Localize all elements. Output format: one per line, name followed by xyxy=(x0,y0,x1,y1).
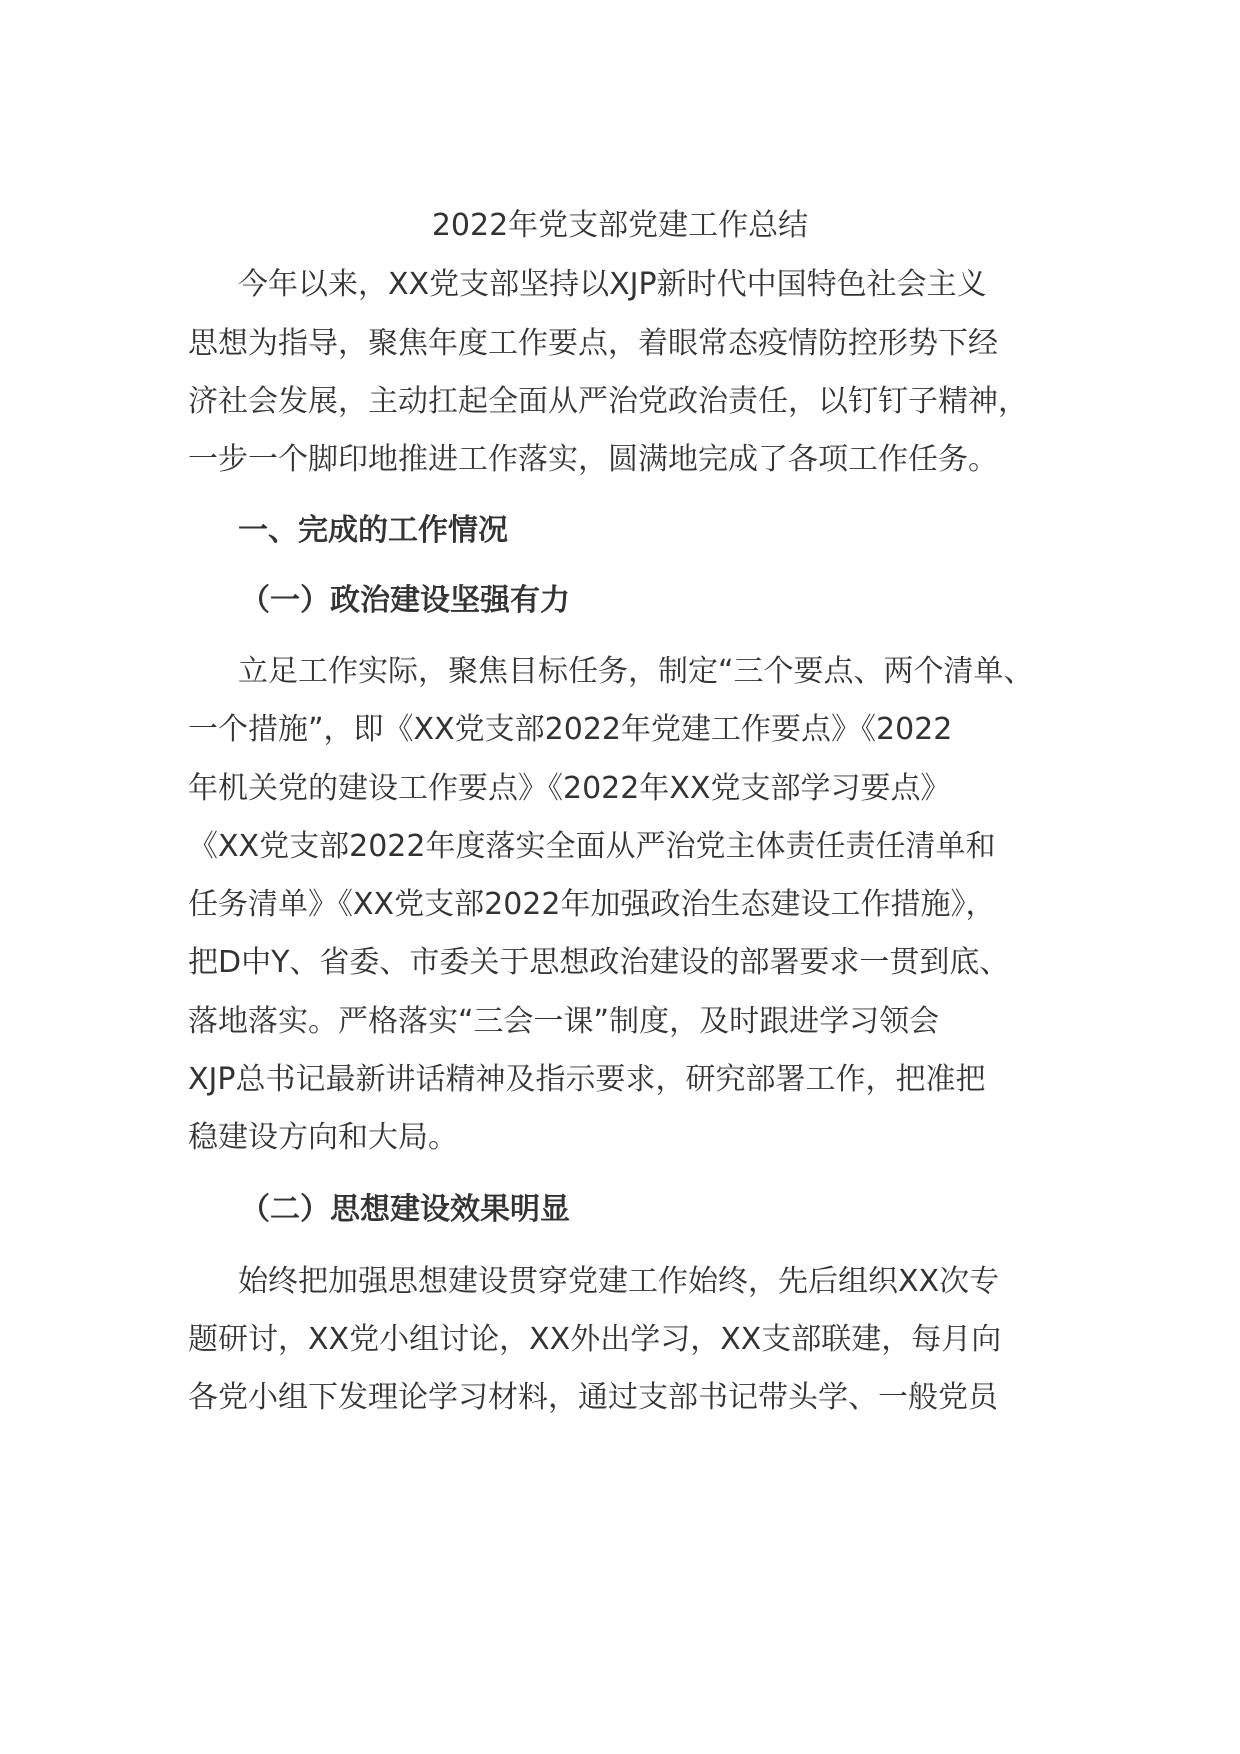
paragraph-line: 各党小组下发理论学习材料，通过支部书记带头学、一般党员 xyxy=(188,1380,998,1415)
paragraph-line: 把D中Y、省委、市委关于思想政治建设的部署要求一贯到底、 xyxy=(188,945,1010,980)
paragraph-line: 立足工作实际，聚焦目标任务，制定“三个要点、两个清单、 xyxy=(238,654,1034,689)
paragraph-line: 任务清单》《XX党支部2022年加强政治生态建设工作措施》， xyxy=(188,887,996,922)
paragraph-line: 今年以来，XX党支部坚持以XJP新时代中国特色社会主义 xyxy=(238,267,987,302)
paragraph-line: 落地落实。严格落实“三会一课”制度，及时跟进学习领会 xyxy=(188,1004,940,1039)
paragraph-line: XJP总书记最新讲话精神及指示要求，研究部署工作，把准把 xyxy=(188,1062,986,1097)
paragraph-line: 题研讨，XX党小组讨论，XX外出学习，XX支部联建，每月向 xyxy=(188,1322,1002,1357)
section-heading: 一、完成的工作情况 xyxy=(238,513,508,548)
paragraph-line: 一个措施”，即《XX党支部2022年党建工作要点》《2022 xyxy=(188,712,953,747)
paragraph-line: 济社会发展，主动扛起全面从严治党政治责任，以钉钉子精神， xyxy=(188,384,1028,419)
subsection-heading: （一）政治建设坚强有力 xyxy=(240,583,570,618)
paragraph-line: 《XX党支部2022年度落实全面从严治党主体责任责任清单和 xyxy=(188,829,996,864)
paragraph-line: 始终把加强思想建设贯穿党建工作始终，先后组织XX次专 xyxy=(238,1264,1000,1299)
paragraph-line: 一步一个脚印地推进工作落实，圆满地完成了各项工作任务。 xyxy=(188,442,998,477)
subsection-heading: （二）思想建设效果明显 xyxy=(240,1192,570,1227)
paragraph-line: 思想为指导，聚焦年度工作要点，着眼常态疫情防控形势下经 xyxy=(188,326,998,361)
paragraph-line: 年机关党的建设工作要点》《2022年XX党支部学习要点》 xyxy=(188,771,951,806)
document-title: 2022年党支部党建工作总结 xyxy=(431,208,809,243)
paragraph-line: 稳建设方向和大局。 xyxy=(188,1120,458,1155)
